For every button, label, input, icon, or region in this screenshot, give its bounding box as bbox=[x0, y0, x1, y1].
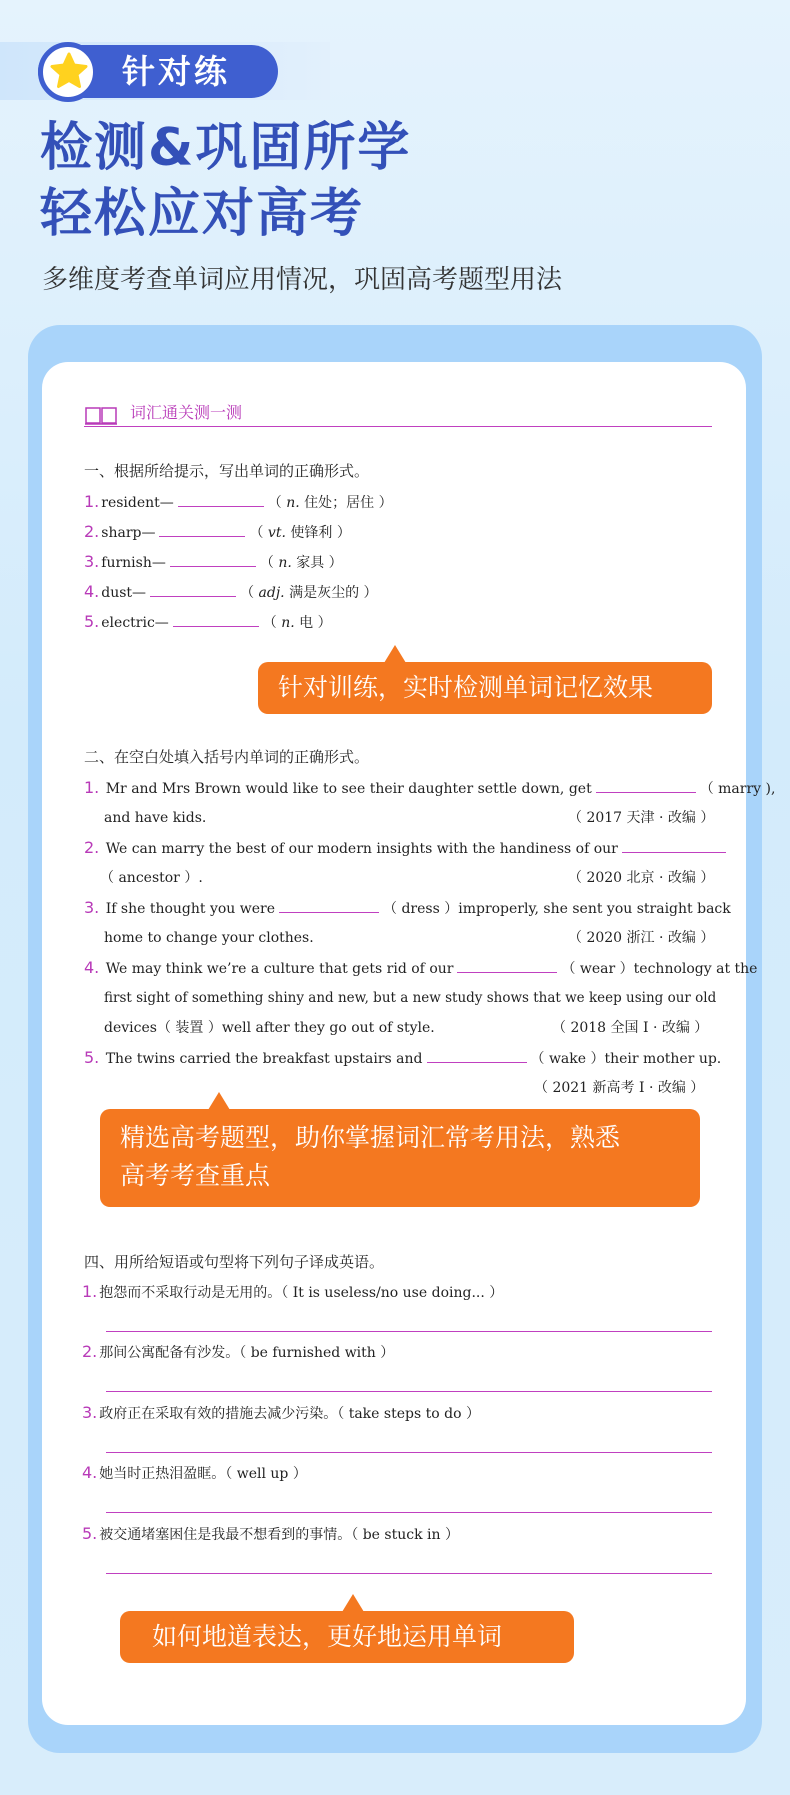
part4-item bbox=[82, 1281, 503, 1304]
answer-blank[interactable] bbox=[279, 899, 379, 913]
part4-heading: 四、用所给短语或句型将下列句子译成英语。 bbox=[84, 1253, 385, 1271]
hint-pos: vt. bbox=[267, 525, 286, 541]
item-number: 4. bbox=[84, 958, 100, 977]
item-source: （ 2017 天津 · 改编 ） bbox=[568, 810, 715, 826]
hint-pos: n. bbox=[278, 555, 292, 571]
answer-line[interactable] bbox=[106, 1573, 712, 1574]
part4-item bbox=[82, 1462, 307, 1485]
book-icon bbox=[84, 405, 118, 425]
callout-2-line-2: 高考考查重点 bbox=[120, 1161, 271, 1190]
item-source: （ 2018 全国 Ⅰ · 改编 ） bbox=[552, 1020, 709, 1036]
item-text: We may think we’re a culture that gets rid of our bbox=[105, 961, 454, 977]
item-number: 1. bbox=[84, 492, 100, 511]
item-text: （ wake ）their mother up. bbox=[530, 1051, 722, 1067]
item-continuation: home to change your clothes. bbox=[104, 930, 314, 946]
item-number: 5. bbox=[82, 1524, 98, 1543]
item-continuation: （ ancestor ）. bbox=[100, 870, 203, 886]
answer-blank[interactable] bbox=[457, 959, 557, 973]
part2-item bbox=[84, 897, 731, 920]
item-text: 政府正在采取有效的措施去减少污染。（ take steps to do ） bbox=[99, 1406, 480, 1422]
star-icon bbox=[49, 51, 89, 91]
hint-text: 使锋利 bbox=[290, 525, 333, 541]
item-text: 那间公寓配备有沙发。（ be furnished with ） bbox=[99, 1345, 395, 1361]
item-word: sharp— bbox=[101, 525, 156, 541]
subtitle: 多维度考查单词应用情况，巩固高考题型用法 bbox=[42, 265, 563, 295]
answer-blank[interactable] bbox=[178, 493, 264, 507]
item-text: We can marry the best of our modern insights with the handiness of our bbox=[105, 841, 618, 857]
item-number: 3. bbox=[84, 898, 100, 917]
item-number: 2. bbox=[82, 1342, 98, 1361]
badge-label: 针对练 bbox=[122, 52, 230, 91]
item-source: （ 2020 北京 · 改编 ） bbox=[568, 870, 715, 886]
item-number: 2. bbox=[84, 522, 100, 541]
answer-line[interactable] bbox=[106, 1512, 712, 1513]
answer-blank[interactable] bbox=[596, 779, 696, 793]
answer-blank[interactable] bbox=[159, 523, 245, 537]
item-word: furnish— bbox=[101, 555, 166, 571]
item-text: Mr and Mrs Brown would like to see their daughter settle down, get bbox=[105, 781, 592, 797]
item-text: （ marry ), bbox=[699, 781, 776, 797]
part1-item: 4. dust— （ adj. 满是灰尘的 ） bbox=[84, 582, 378, 601]
item-source: （ 2020 浙江 · 改编 ） bbox=[568, 930, 715, 946]
item-word: electric— bbox=[101, 615, 169, 631]
item-number: 5. bbox=[84, 612, 100, 631]
section-heading bbox=[84, 403, 712, 427]
item-continuation: and have kids. bbox=[104, 810, 207, 826]
callout-2 bbox=[100, 1109, 700, 1207]
part4-item bbox=[82, 1523, 459, 1546]
item-text: The twins carried the breakfast upstairs and bbox=[105, 1051, 423, 1067]
answer-line[interactable] bbox=[106, 1391, 712, 1392]
item-source: （ 2021 新高考 Ⅰ · 改编 ） bbox=[534, 1080, 705, 1096]
item-word: dust— bbox=[101, 585, 147, 601]
hint-text: 家具 bbox=[296, 555, 325, 571]
answer-blank[interactable] bbox=[170, 553, 256, 567]
callout-pointer bbox=[208, 1092, 230, 1110]
item-text: （ wear ）technology at the bbox=[561, 961, 758, 977]
part2-item bbox=[84, 777, 775, 800]
part1-item: 3. furnish— （ n. 家具 ） bbox=[84, 552, 343, 571]
item-number: 2. bbox=[84, 838, 100, 857]
item-number: 4. bbox=[82, 1463, 98, 1482]
part2-item bbox=[84, 837, 730, 860]
hint-pos: n. bbox=[286, 495, 300, 511]
item-text: 抱怨而不采取行动是无用的。（ It is useless/no use doing... ） bbox=[99, 1285, 504, 1301]
title-line-2: 轻松应对高考 bbox=[40, 184, 365, 244]
item-number: 1. bbox=[84, 778, 100, 797]
part1-item: 1. resident— （ n. 住处；居住 ） bbox=[84, 492, 393, 511]
answer-blank[interactable] bbox=[427, 1049, 527, 1063]
part1-item: 5. electric— （ n. 电 ） bbox=[84, 612, 332, 631]
part4-item bbox=[82, 1341, 394, 1364]
item-number: 5. bbox=[84, 1048, 100, 1067]
answer-line[interactable] bbox=[106, 1452, 712, 1453]
answer-blank[interactable] bbox=[173, 613, 259, 627]
part2-item bbox=[84, 957, 757, 980]
item-text: （ dress ）improperly, she sent you straight back bbox=[383, 901, 731, 917]
answer-line[interactable] bbox=[106, 1331, 712, 1332]
part1-item: 2. sharp— （ vt. 使锋利 ） bbox=[84, 522, 351, 541]
item-text: 被交通堵塞困住是我最不想看到的事情。（ be stuck in ） bbox=[99, 1527, 459, 1543]
item-number: 1. bbox=[82, 1282, 98, 1301]
item-number: 3. bbox=[82, 1403, 98, 1422]
item-number: 4. bbox=[84, 582, 100, 601]
callout-3: 如何地道表达，更好地运用单词 bbox=[120, 1611, 574, 1663]
hint-text: 住处；居住 bbox=[304, 495, 375, 511]
callout-pointer bbox=[342, 1594, 364, 1612]
part1-heading: 一、根据所给提示，写出单词的正确形式。 bbox=[84, 462, 370, 480]
item-continuation: devices（ 装置 ）well after they go out of style. bbox=[104, 1020, 435, 1036]
item-word: resident— bbox=[101, 495, 174, 511]
part2-item bbox=[84, 1047, 721, 1070]
section-heading-text: 词汇通关测一测 bbox=[130, 403, 243, 422]
item-text: 她当时正热泪盈眶。（ well up ） bbox=[99, 1466, 307, 1482]
callout-pointer bbox=[384, 645, 406, 663]
answer-blank[interactable] bbox=[150, 583, 236, 597]
part4-item bbox=[82, 1402, 480, 1425]
item-text: If she thought you were bbox=[105, 901, 276, 917]
item-continuation: first sight of something shiny and new, but a new study shows that we keep using our old bbox=[104, 990, 717, 1006]
callout-2-line-1: 精选高考题型，助你掌握词汇常考用法，熟悉 bbox=[120, 1123, 621, 1152]
hint-text: 满是灰尘的 bbox=[289, 585, 360, 601]
item-number: 3. bbox=[84, 552, 100, 571]
hint-pos: n. bbox=[281, 615, 295, 631]
part2-heading: 二、在空白处填入括号内单词的正确形式。 bbox=[84, 748, 370, 766]
hint-pos: adj. bbox=[258, 585, 285, 601]
hint-text: 电 bbox=[299, 615, 314, 631]
title-line-1: 检测&巩固所学 bbox=[40, 118, 412, 178]
callout-1: 针对训练，实时检测单词记忆效果 bbox=[258, 662, 712, 714]
answer-blank[interactable] bbox=[622, 839, 726, 853]
